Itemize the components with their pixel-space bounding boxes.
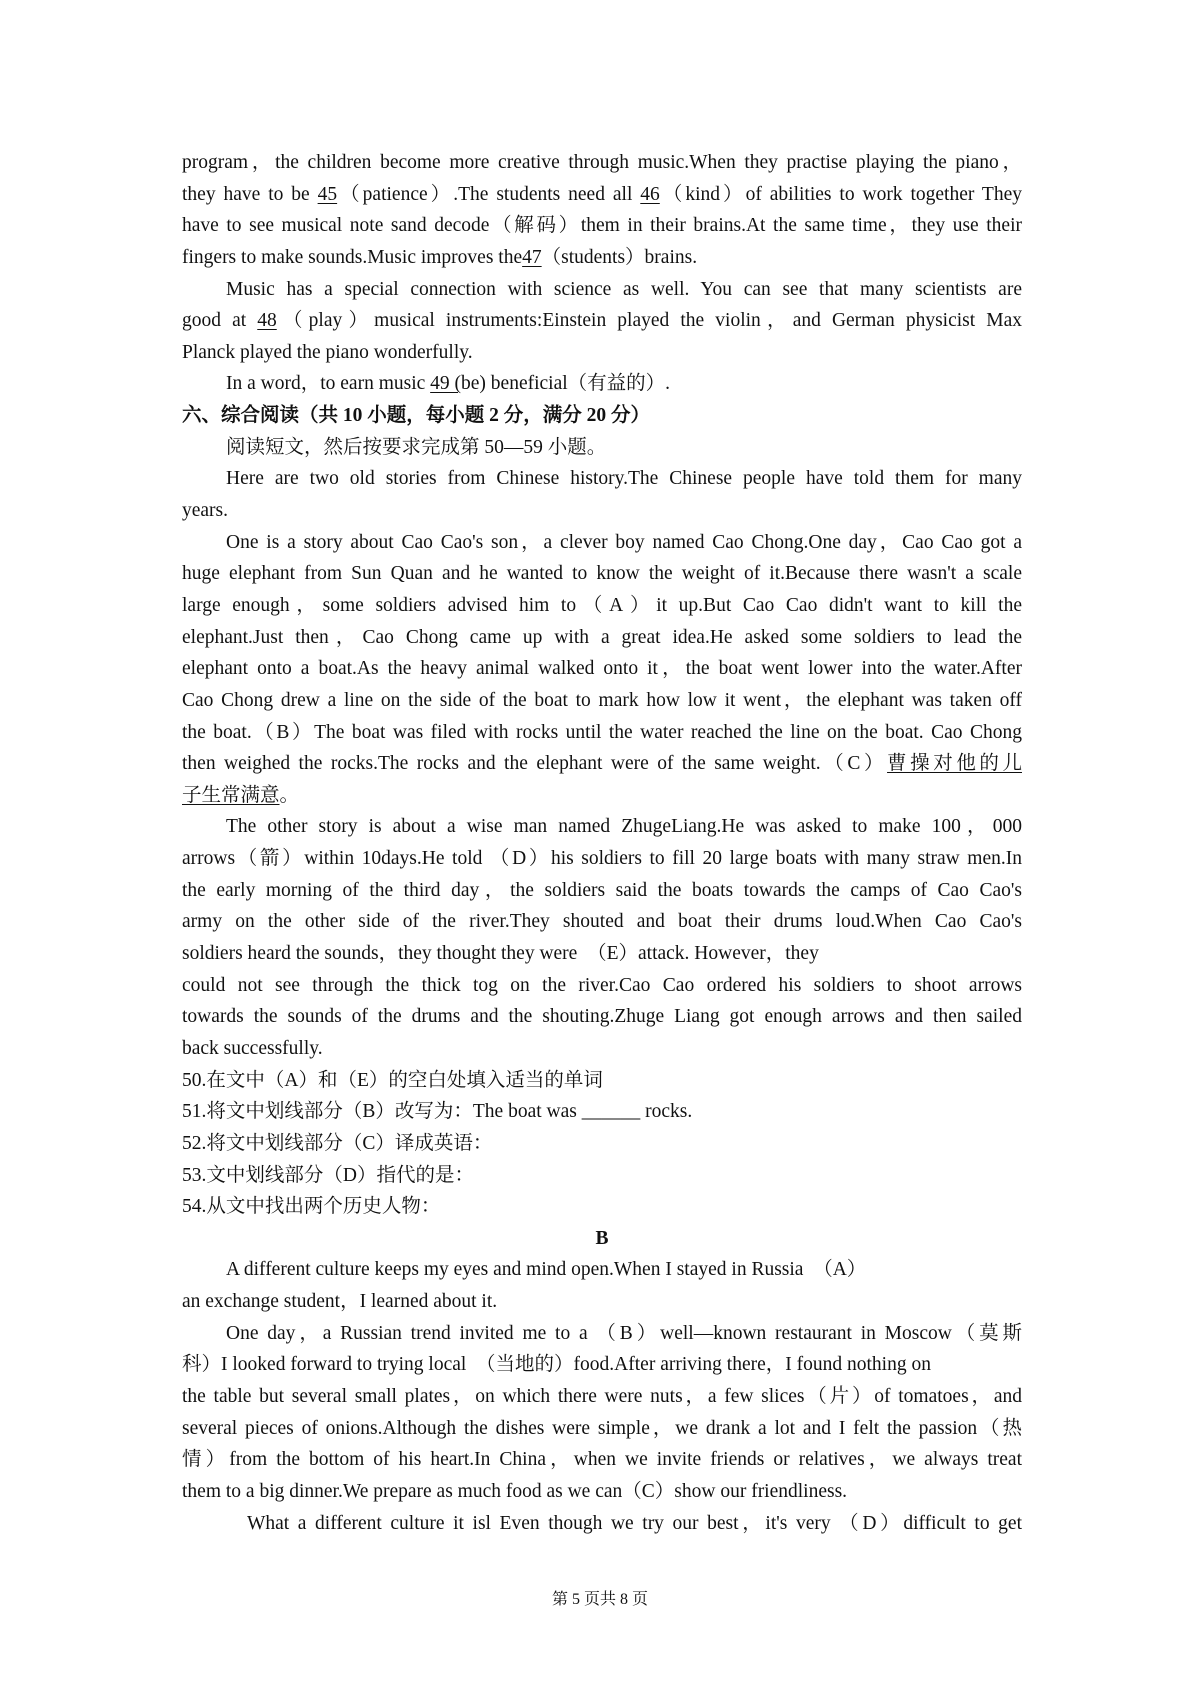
text-line <box>182 1444 1022 1476</box>
text-segment: the boat.（B）The boat was filed with rocks until the water reached the line on the boat. Cao Chong <box>182 721 1022 743</box>
text-segment: years. <box>182 500 229 522</box>
text-segment: One is a story about Cao Cao's son，a clever boy named Cao Chong.One day，Cao Cao got a <box>226 531 1022 553</box>
text-line <box>182 1033 1022 1065</box>
text-line <box>182 1476 1022 1508</box>
text-segment: have to see musical note sand decode（解码）them in their brains.At the same time，they use their <box>182 215 1022 237</box>
text-line <box>182 1318 1022 1350</box>
text-line <box>182 906 1022 938</box>
text-line <box>182 653 1022 685</box>
text-segment: （patience）.The students need all <box>337 183 641 205</box>
text-line <box>182 717 1022 749</box>
text-segment: 科）I looked forward to trying local （当地的）food.After arriving there，I found nothing on <box>182 1354 931 1376</box>
section-heading <box>182 1223 1022 1255</box>
text-segment: 情）from the bottom of his heart.In China，when we invite friends or relatives，we always treat <box>182 1449 1022 1471</box>
text-segment: （play）musical instruments:Einstein played the violin，and German physicist Max <box>276 310 1022 332</box>
text-segment: the table but several small plates，on which there were nuts，a few slices（片）of tomatoes，and <box>182 1385 1022 1407</box>
text-line <box>182 368 1022 400</box>
text-segment: huge elephant from Sun Quan and he wanted to know the weight of it.Because there wasn't a scale <box>182 563 1022 585</box>
page-number-footer: 第 5 页共 8 页 <box>551 1591 648 1608</box>
text-segment: be) beneficial（有益的）. <box>461 373 671 395</box>
text-line <box>182 780 1022 812</box>
text-segment: good at <box>182 310 258 332</box>
text-line <box>182 527 1022 559</box>
text-segment: 54.从文中找出两个历史人物： <box>182 1196 441 1218</box>
text-segment: What a different culture it isl Even though we try our best，it's very （D）difficult to get <box>247 1512 1022 1534</box>
text-segment: arrows（箭）within 10days.He told （D）his soldiers to fill 20 large boats with many straw men.In <box>182 848 1022 870</box>
text-line <box>182 685 1022 717</box>
text-line <box>182 1349 1022 1381</box>
text-segment: fingers to make sounds.Music improves the <box>182 246 523 268</box>
underlined-blank: 48 <box>257 310 277 332</box>
text-segment: soldiers heard the sounds，they thought they were （E）attack. However，they <box>182 943 819 965</box>
text-segment: 52.将文中划线部分（C）译成英语： <box>182 1132 493 1154</box>
text-line <box>182 1508 1022 1540</box>
underlined-blank: 49 ( <box>430 373 462 395</box>
text-segment: 阅读短文，然后按要求完成第 50—59 小题。 <box>226 436 607 458</box>
text-line <box>182 1254 1022 1286</box>
text-segment: Cao Chong drew a line on the side of the boat to mark how low it went，the elephant was taken off <box>182 689 1022 711</box>
text-segment: 。 <box>279 784 300 806</box>
text-segment: back successfully. <box>182 1037 323 1059</box>
underlined-blank: 46 <box>640 183 660 205</box>
text-segment: large enough，some soldiers advised him to（A）it up.But Cao Cao didn't want to kill the <box>182 594 1022 616</box>
text-segment: The other story is about a wise man named ZhugeLiang.He was asked to make 100，000 <box>226 816 1022 838</box>
text-segment: army on the other side of the river.They shouted and boat their drums loud.When Cao Cao's <box>182 911 1022 933</box>
text-segment: could not see through the thick tog on the river.Cao Cao ordered his soldiers to shoot arrows <box>182 974 1022 996</box>
text-line <box>182 1160 1022 1192</box>
text-line <box>182 337 1022 369</box>
text-segment: several pieces of onions.Although the dishes were simple，we drank a lot and I felt the passion（热 <box>182 1417 1022 1439</box>
text-line <box>182 1096 1022 1128</box>
underlined-blank: 子生常满意 <box>182 784 280 806</box>
text-segment: One day，a Russian trend invited me to a （B）well—known restaurant in Moscow（莫斯 <box>226 1322 1022 1344</box>
text-line <box>182 558 1022 590</box>
text-line <box>182 1001 1022 1033</box>
text-segment: （students）brains. <box>541 246 698 268</box>
text-segment: 六、综合阅读（共 10 小题，每小题 2 分，满分 20 分） <box>182 405 651 427</box>
text-segment: B <box>595 1227 609 1249</box>
text-line <box>182 1191 1022 1223</box>
text-segment: towards the sounds of the drums and the shouting.Zhuge Liang got enough arrows and then sailed <box>182 1006 1022 1028</box>
text-segment: the early morning of the third day，the soldiers said the boats towards the camps of Cao Cao's <box>182 879 1022 901</box>
text-segment: 53.文中划线部分（D）指代的是： <box>182 1164 474 1186</box>
text-line <box>182 210 1022 242</box>
text-segment: they have to be <box>182 183 318 205</box>
text-segment: elephant onto a boat.As the heavy animal walked onto it，the boat went lower into the water.After <box>182 658 1022 680</box>
text-segment: 51.将文中划线部分（B）改写为：The boat was ______ rocks. <box>182 1101 693 1123</box>
text-segment: Music has a special connection with science as well. You can see that many scientists are <box>226 278 1022 300</box>
text-line <box>182 147 1022 179</box>
underlined-blank: 47 <box>522 246 542 268</box>
text-line <box>182 432 1022 464</box>
text-line <box>182 1381 1022 1413</box>
text-segment: an exchange student，I learned about it. <box>182 1291 498 1313</box>
text-line <box>182 1413 1022 1445</box>
text-segment: them to a big dinner.We prepare as much food as we can（C）show our friendliness. <box>182 1480 848 1502</box>
text-segment: Here are two old stories from Chinese history.The Chinese people have told them for many <box>226 468 1022 490</box>
text-line <box>182 811 1022 843</box>
section-title <box>182 400 1022 432</box>
text-line <box>182 274 1022 306</box>
text-line <box>182 495 1022 527</box>
text-line <box>182 970 1022 1002</box>
text-segment: then weighed the rocks.The rocks and the elephant were of the same weight.（C） <box>182 753 888 775</box>
text-line <box>182 1128 1022 1160</box>
text-segment: （kind）of abilities to work together They <box>659 183 1022 205</box>
text-line <box>182 748 1022 780</box>
text-segment: program，the children become more creative through music.When they practise playing the piano， <box>182 152 1023 173</box>
text-line <box>182 1065 1022 1097</box>
text-line <box>182 590 1022 622</box>
text-line <box>182 242 1022 274</box>
underlined-blank: 曹操对他的儿 <box>887 753 1022 775</box>
text-line <box>182 843 1022 875</box>
text-line <box>182 1286 1022 1318</box>
text-line <box>182 179 1022 211</box>
text-line <box>182 463 1022 495</box>
text-line <box>182 305 1022 337</box>
text-line <box>182 938 1022 970</box>
underlined-blank: 45 <box>317 183 338 205</box>
text-segment: Planck played the piano wonderfully. <box>182 341 473 363</box>
text-segment: A different culture keeps my eyes and mind open.When I stayed in Russia （A） <box>226 1259 867 1281</box>
text-line <box>182 875 1022 907</box>
text-segment: In a word，to earn music <box>226 373 431 395</box>
text-line <box>182 622 1022 654</box>
text-segment: elephant.Just then，Cao Chong came up with a great idea.He asked some soldiers to lead the <box>182 626 1022 648</box>
document-body <box>182 147 1022 1539</box>
text-segment: 50.在文中（A）和（E）的空白处填入适当的单词 <box>182 1069 603 1091</box>
